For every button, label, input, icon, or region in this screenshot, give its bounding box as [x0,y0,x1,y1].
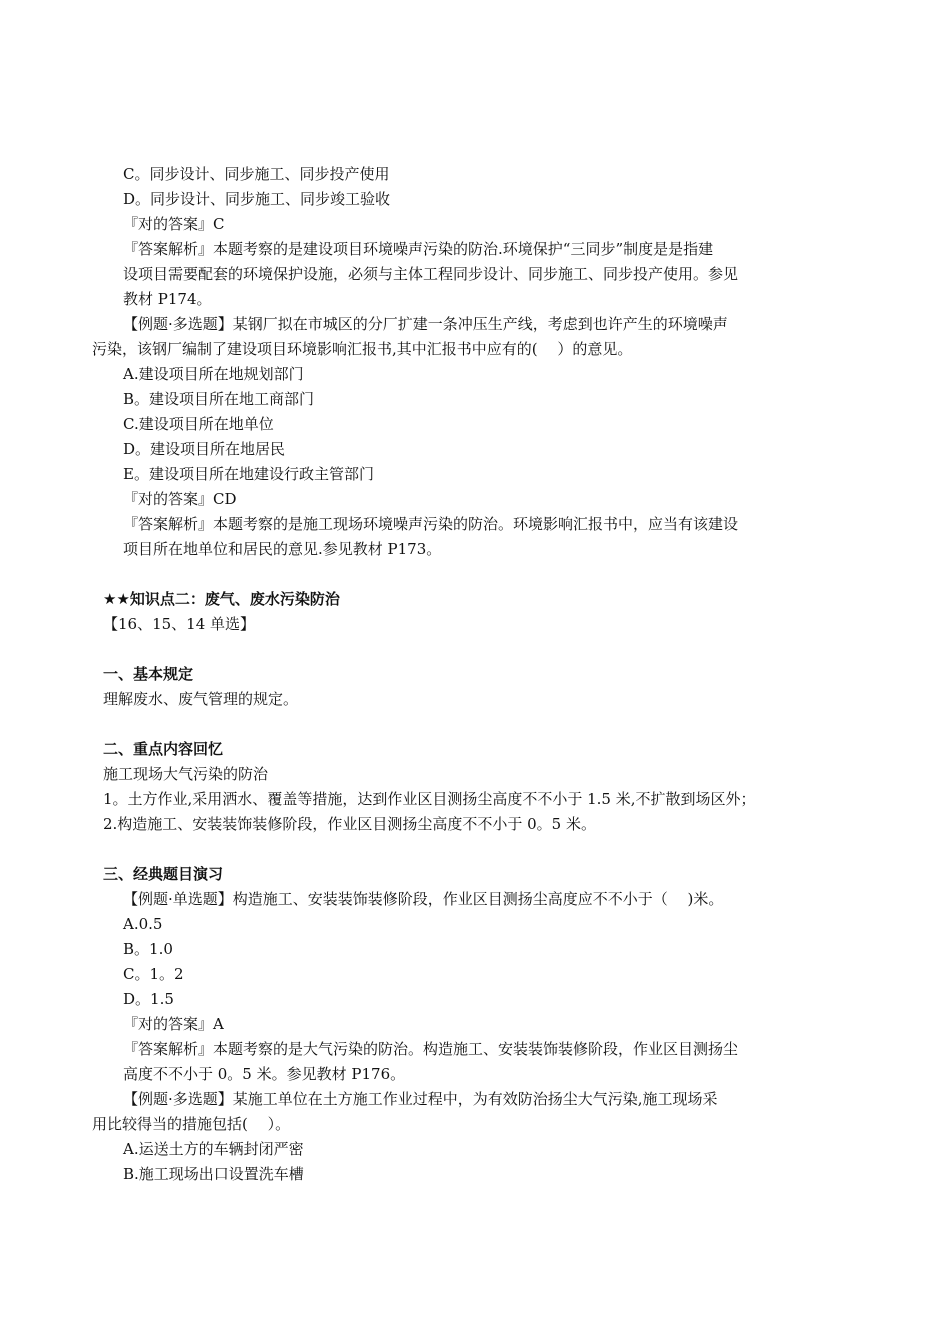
question-stem-cont: 污染，该钢厂编制了建设项目环境影响汇报书,其中汇报书中应有的( ）的意见。 [92,340,633,358]
answer-explanation-cont: 设项目需要配套的环境保护设施，必须与主体工程同步设计、同步施工、同步投产使用。参见 [123,265,739,283]
option-b: B。1.0 [123,940,173,958]
answer-explanation-cont: 高度不不小于 0。5 米。参见教材 P176。 [123,1065,406,1083]
exam-tag: 【16、15、14 单选】 [103,615,256,633]
correct-answer: 『对的答案』A [123,1015,224,1033]
body-text: 施工现场大气污染的防治 [103,765,269,783]
question-stem: 【例题·单选题】构造施工、安装装饰装修阶段，作业区目测扬尘高度应不不小于（ )米。 [123,890,724,908]
option-a: A.0.5 [123,915,163,933]
subheading: 三、经典题目演习 [103,865,224,883]
option-b: B。建设项目所在地工商部门 [123,390,315,408]
option-d: D。建设项目所在地居民 [123,440,286,458]
answer-explanation-cont: 教材 P174。 [123,290,212,308]
question-stem: 【例题·多选题】某施工单位在土方施工作业过程中，为有效防治扬尘大气污染,施工现场采 [123,1090,718,1108]
answer-explanation: 『答案解析』本题考察的是施工现场环境噪声污染的防治。环境影响汇报书中，应当有该建设 [123,515,739,533]
body-text: 1。土方作业,采用洒水、覆盖等措施，达到作业区目测扬尘高度不不小于 1.5 米,不扩散到场区外； [103,790,756,808]
option-e: E。建设项目所在地建设行政主管部门 [123,465,374,483]
question-stem: 【例题·多选题】某钢厂拟在市城区的分厂扩建一条冲压生产线，考虑到也许产生的环境噪声 [123,315,728,333]
correct-answer: 『对的答案』CD [123,490,237,508]
answer-explanation-cont: 项目所在地单位和居民的意见.参见教材 P173。 [123,540,442,558]
option-a: A.建设项目所在地规划部门 [123,365,304,383]
body-text: 2.构造施工、安装装饰装修阶段，作业区目测扬尘高度不不小于 0。5 米。 [103,815,596,833]
correct-answer: 『对的答案』C [123,215,225,233]
option-c: C。同步设计、同步施工、同步投产使用 [123,165,390,183]
option-c: C.建设项目所在地单位 [123,415,274,433]
option-a: A.运送土方的车辆封闭严密 [123,1140,304,1158]
answer-explanation: 『答案解析』本题考察的是大气污染的防治。构造施工、安装装饰装修阶段，作业区目测扬尘 [123,1040,739,1058]
option-d: D。1.5 [123,990,174,1008]
answer-explanation: 『答案解析』本题考察的是建设项目环境噪声污染的防治.环境保护“三同步”制度是是指建 [123,240,714,258]
section-heading: ★★知识点二：废气、废水污染防治 [103,590,340,608]
question-stem-cont: 用比较得当的措施包括( ）。 [92,1115,291,1133]
subheading: 二、重点内容回忆 [103,740,224,758]
option-c: C。1。2 [123,965,184,983]
subheading: 一、基本规定 [103,665,194,683]
body-text: 理解废水、废气管理的规定。 [103,690,299,708]
option-d: D。同步设计、同步施工、同步竣工验收 [123,190,391,208]
option-b: B.施工现场出口设置洗车槽 [123,1165,304,1183]
